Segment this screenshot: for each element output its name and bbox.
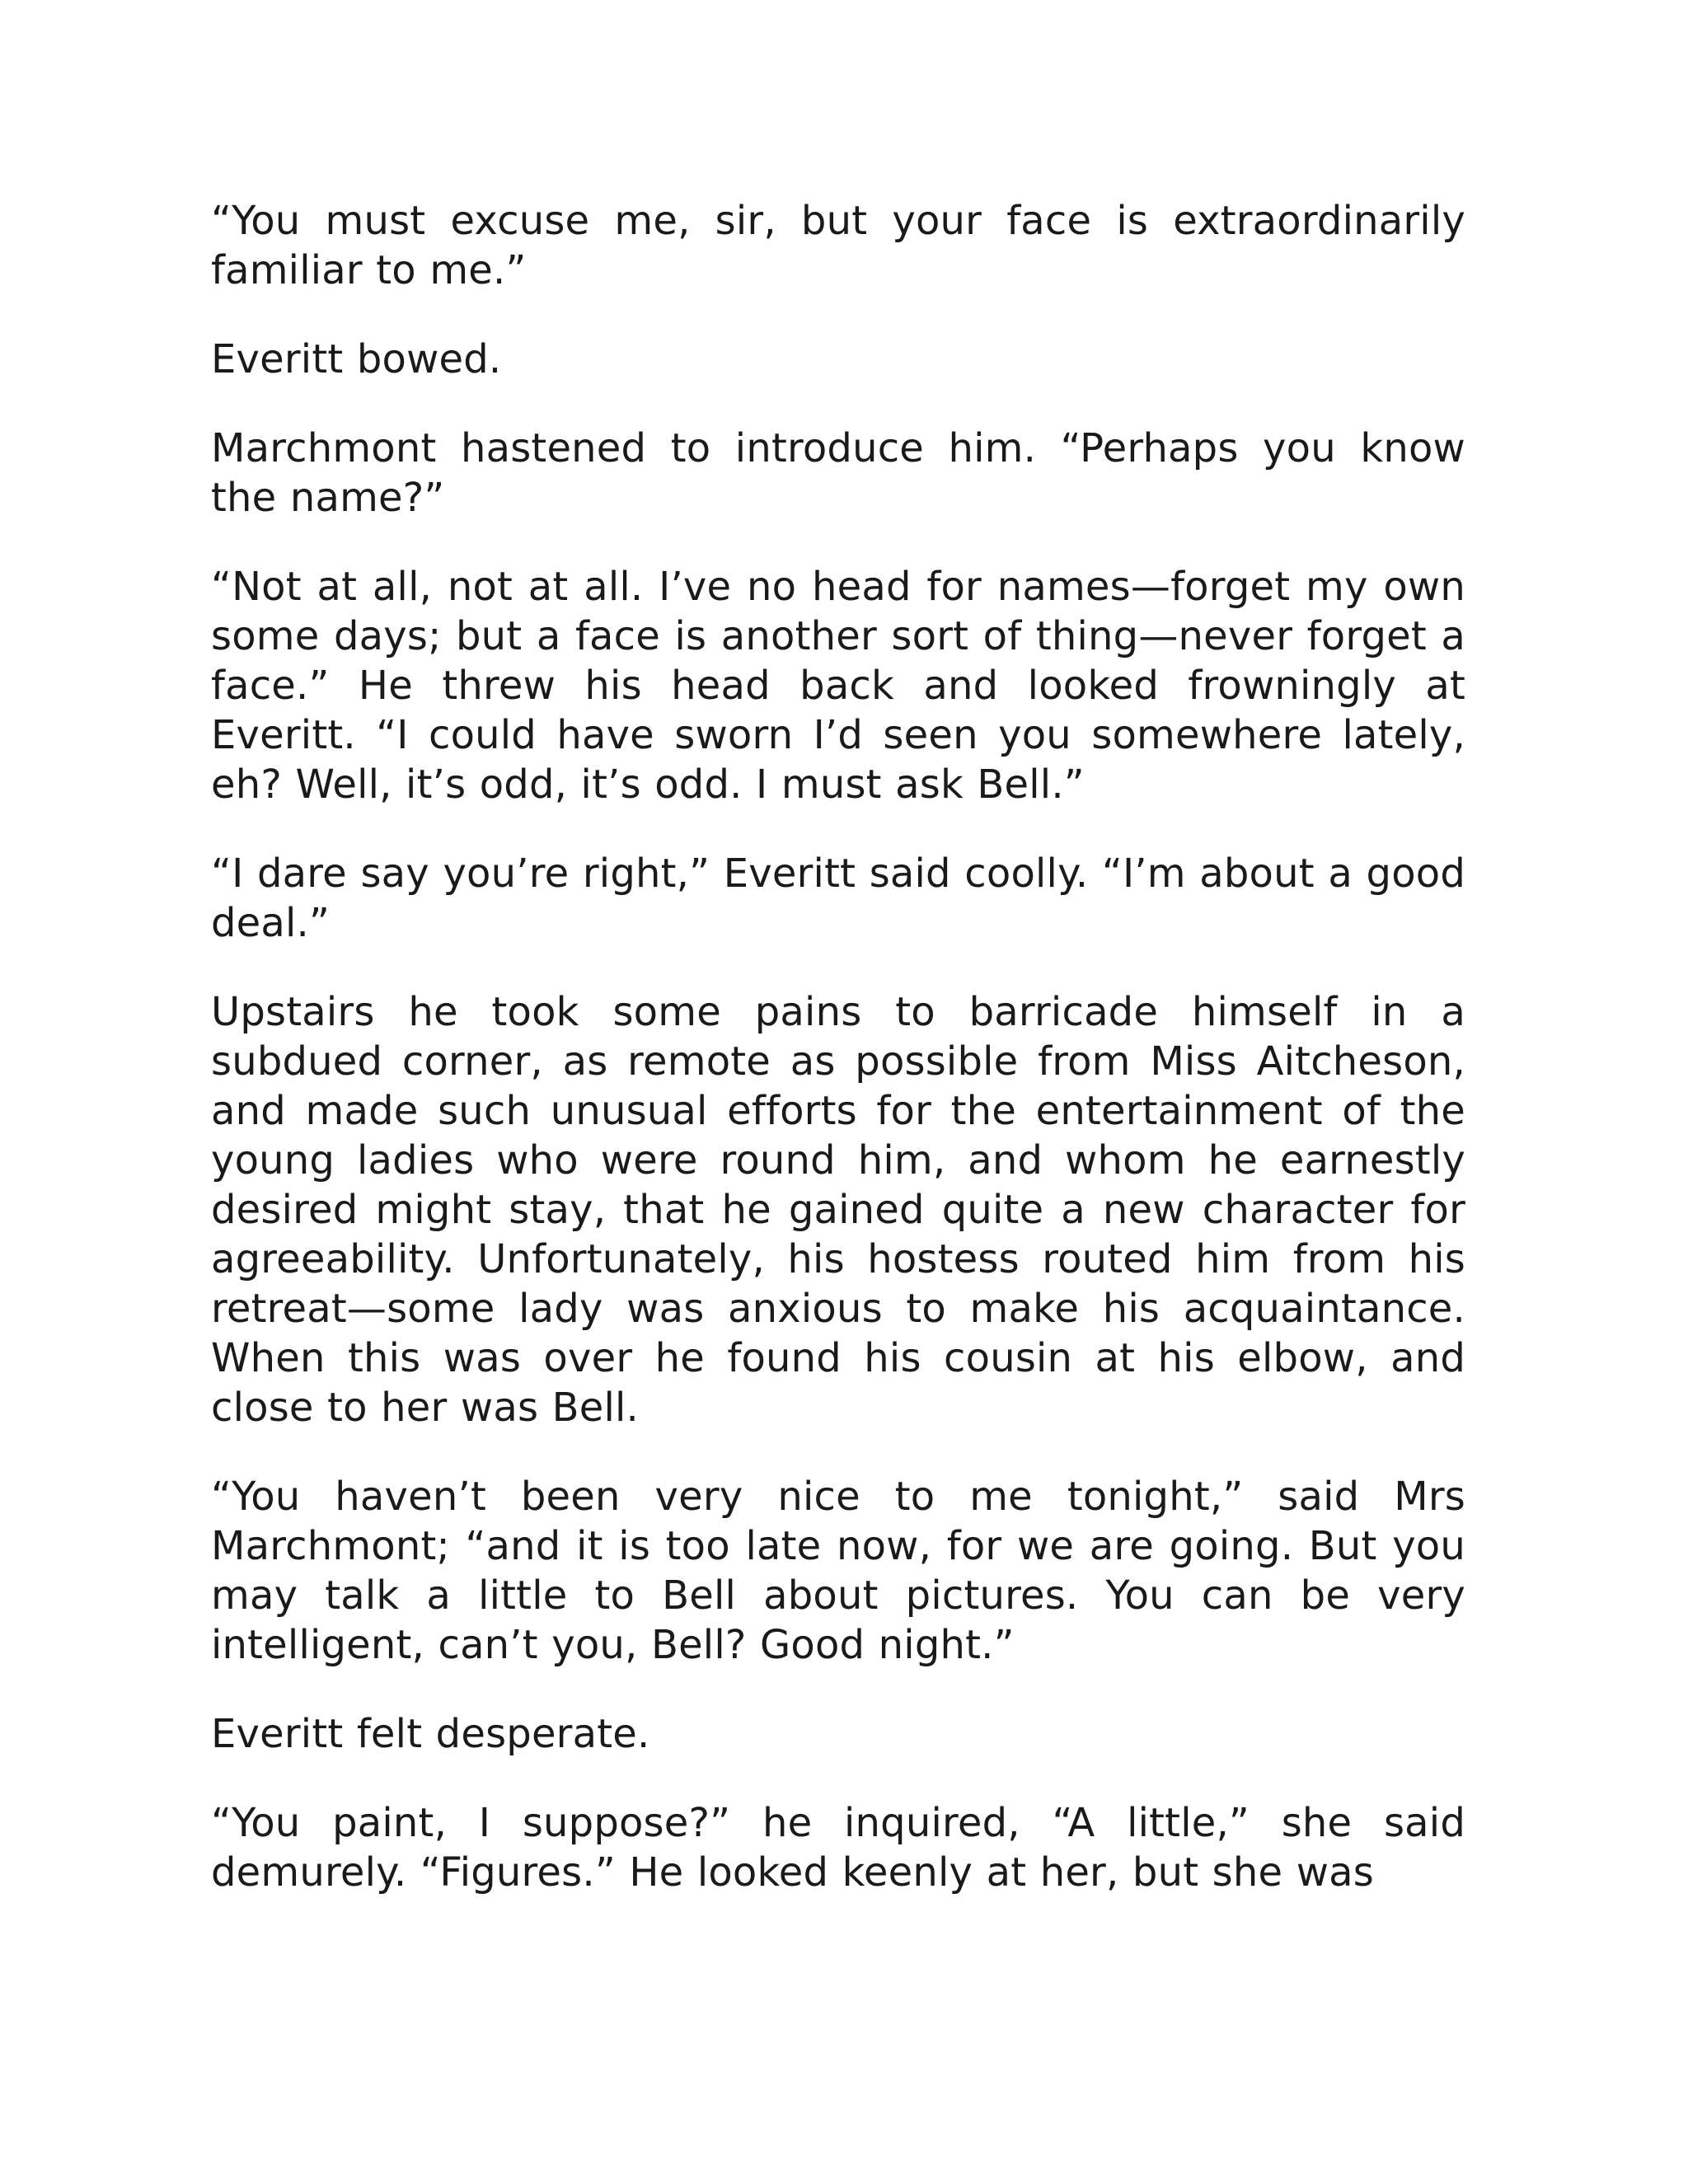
paragraph: Everitt felt desperate.: [211, 1711, 650, 1757]
paragraph: Marchmont hastened to introduce him. “Perhaps you know the name?”: [211, 425, 1465, 521]
paragraph: “I dare say you’re right,” Everitt said coolly. “I’m about a good deal.”: [211, 851, 1465, 946]
paragraph: “You must excuse me, sir, but your face is extraordinarily familiar to me.”: [211, 198, 1465, 293]
paragraph: “Not at all, not at all. I’ve no head for names—forget my own some days; but a face is another sort of thing—never forget a face.” He threw his head back and looked frowningly at Everitt. “I could have sworn I’d seen you somewhere lately, eh? Well, it’s odd, it’s odd. I must ask Bell.”: [211, 564, 1465, 808]
page-text-body: [211, 196, 1465, 1897]
paragraph: Upstairs he took some pains to barricade himself in a subdued corner, as remote as possible from Miss Aitcheson, and made such unusual efforts for the entertainment of the young ladies who were round him, and whom he earnestly desired might stay, that he gained quite a new character for agreeability. Unfortunately, his hostess routed him from his retreat—some lady was anxious to make his acquaintance. When this was over he found his cousin at his elbow, and close to her was Bell.: [211, 989, 1465, 1431]
paragraph: Everitt bowed.: [211, 336, 502, 382]
paragraph: “You paint, I suppose?” he inquired, “A little,” she said demurely. “Figures.” He looked keenly at her, but she was: [211, 1800, 1465, 1896]
paragraph: “You haven’t been very nice to me tonight,” said Mrs Marchmont; “and it is too late now, for we are going. But you may talk a little to Bell about pictures. You can be very intelligent, can’t you, Bell? Good night.”: [211, 1474, 1465, 1668]
